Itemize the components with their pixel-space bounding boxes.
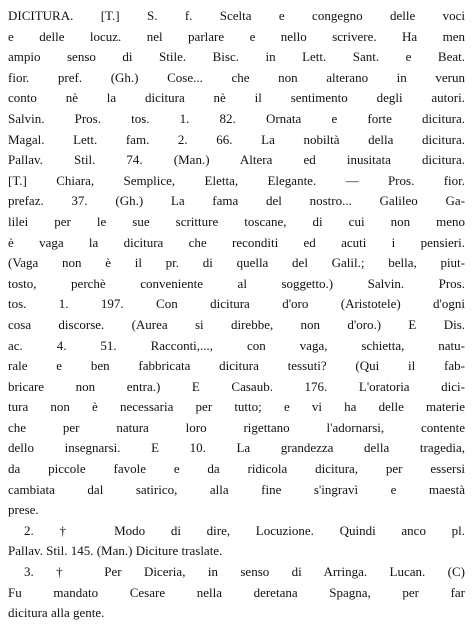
entry-line: è vaga la dicitura che reconditi ed acuti i pensieri.: [8, 234, 465, 250]
entry-line: Salvin. Pros. tos. 1. 82. Ornata e forte dicitura.: [8, 110, 465, 126]
entry-line: cambiata dal satirico, alla fine s'ingravì e maestà: [8, 481, 465, 497]
entry-line: (Vaga non è il pr. di quella del Galil.; bella, piut-: [8, 255, 465, 271]
sense-3-line: dicitura alla gente.: [8, 605, 105, 621]
entry-line: [T.] Chiara, Semplice, Eletta, Elegante. — Pros. fior.: [8, 172, 465, 188]
entry-line: da piccole favole e da ridicola dicitura, per essersi: [8, 461, 465, 477]
entry-line: ac. 4. 51. Racconti,..., con vaga, schietta, natu-: [8, 337, 465, 353]
entry-line: tos. 1. 197. Con dicitura d'oro (Aristotele) d'ogni: [8, 296, 465, 312]
sense-2-line: 2. † Modo di dire, Locuzione. Quindi anco pl.: [24, 522, 465, 538]
entry-line: tosto, perchè conveniente al soggetto.) Salvin. Pros.: [8, 275, 465, 291]
entry-line: fior. pref. (Gh.) Cose... che non alterano in verun: [8, 69, 465, 85]
entry-line: conto nè la dicitura nè il sentimento degli autori.: [8, 90, 465, 106]
entry-line: tura non è necessaria per tutto; e vi ha delle materie: [8, 399, 465, 415]
entry-line: dello insegnarsi. E 10. La grandezza della tragedia,: [8, 440, 465, 456]
entry-line: DICITURA. [T.] S. f. Scelta e congegno delle voci: [8, 8, 465, 23]
entry-line: lilei per le sue scritture toscane, di cui non meno: [8, 213, 465, 229]
sense-3-line: Fu mandato Cesare nella deretana Spagna, per far: [8, 584, 465, 600]
sense-2-line: Pallav. Stil. 145. (Man.) Diciture traslate.: [8, 543, 223, 559]
entry-line: rale e ben fabbricata dicitura tessuti? (Qui il fab-: [8, 358, 465, 374]
entry-line: e delle locuz. nel parlare e nello scrivere. Ha men: [8, 28, 465, 44]
entry-line: che per natura loro rigettano l'adornarsi, contente: [8, 419, 465, 435]
sense-3-line: 3. † Per Diceria, in senso di Arringa. Lucan. (C): [24, 564, 465, 580]
entry-line: Magal. Lett. fam. 2. 66. La nobiltà della dicitura.: [8, 131, 465, 147]
entry-line: prefaz. 37. (Gh.) La fama del nostro... Galileo Ga-: [8, 193, 465, 209]
entry-line: cosa discorse. (Aurea si direbbe, non d'oro.) E Dis.: [8, 316, 465, 332]
entry-line: Pallav. Stil. 74. (Man.) Altera ed inusitata dicitura.: [8, 152, 465, 168]
entry-line: bricare non entra.) E Casaub. 176. L'oratoria dici-: [8, 378, 465, 394]
entry-line: ampio senso di Stile. Bisc. in Lett. Sant. e Beat.: [8, 49, 465, 65]
entry-line: prese.: [8, 502, 39, 518]
